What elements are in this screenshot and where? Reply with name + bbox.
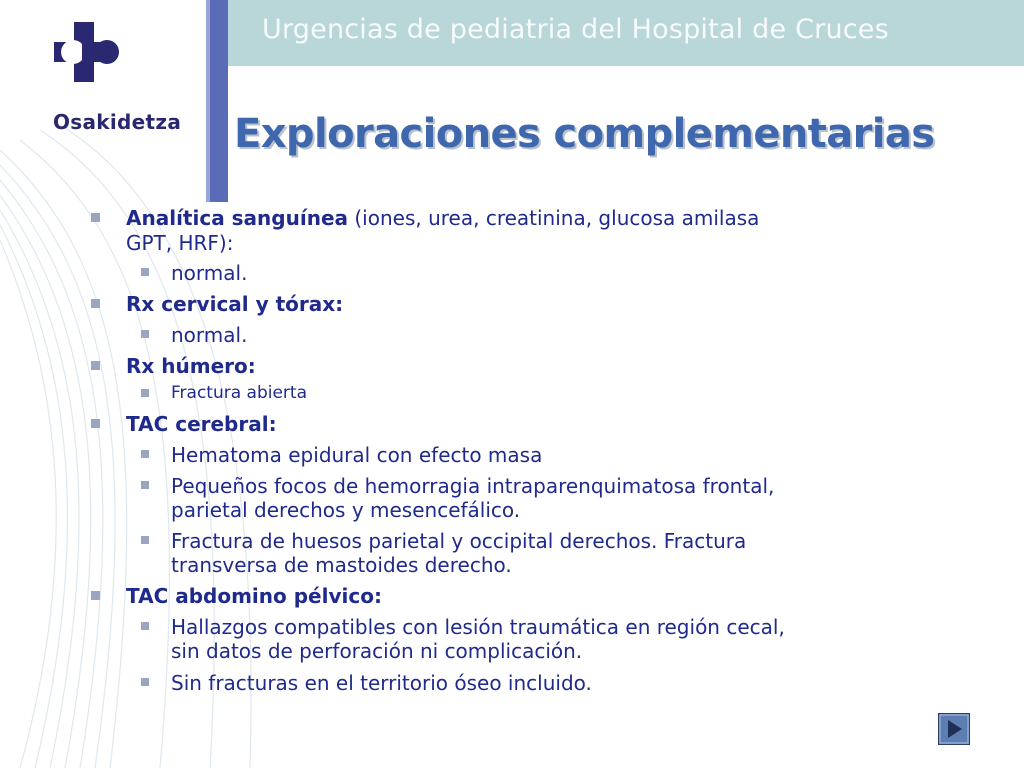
sub-bullet-item: normal. — [171, 323, 248, 347]
sub-bullet-marker — [141, 268, 149, 276]
sub-bullet-item: Pequeños focos de hemorragia intraparenquimatosa frontal, — [171, 474, 775, 498]
sub-bullet-marker — [141, 536, 149, 544]
bullet-item-continuation: GPT, HRF): — [126, 231, 234, 255]
sub-bullet-item: normal. — [171, 261, 248, 285]
sub-bullet-item: Fractura de huesos parietal y occipital derechos. Fractura — [171, 529, 747, 553]
bullet-heading: Rx cervical y tórax: — [126, 292, 344, 316]
sub-bullet-marker — [141, 450, 149, 458]
bullet-heading: TAC cerebral: — [126, 412, 277, 436]
bullet-item — [126, 206, 759, 230]
logo-wordmark: Osakidetza — [53, 110, 182, 134]
sub-bullet-item: Hallazgos compatibles con lesión traumática en región cecal, — [171, 615, 785, 639]
bullet-marker — [91, 299, 100, 308]
bullet-marker — [91, 591, 100, 600]
sub-bullet-item-continuation: parietal derechos y mesencefálico. — [171, 498, 521, 522]
sub-bullet-marker — [141, 481, 149, 489]
bullet-marker — [91, 419, 100, 428]
bullet-marker — [91, 213, 100, 222]
bullet-heading: TAC abdomino pélvico: — [126, 584, 382, 608]
sub-bullet-marker — [141, 622, 149, 630]
bullet-heading: Rx húmero: — [126, 354, 256, 378]
sub-bullet-item-continuation: sin datos de perforación ni complicación. — [171, 639, 583, 663]
header-title: Urgencias de pediatria del Hospital de Cruces — [262, 14, 889, 45]
sub-bullet-item: Hematoma epidural con efecto masa — [171, 443, 543, 467]
bullet-text: (iones, urea, creatinina, glucosa amilasa — [348, 206, 760, 230]
sub-bullet-marker — [141, 389, 149, 397]
bullet-heading: Analítica sanguínea — [126, 206, 349, 230]
next-slide-button[interactable] — [938, 713, 970, 745]
slide-title: Exploraciones complementarias — [234, 111, 935, 157]
sub-bullet-marker — [141, 678, 149, 686]
play-next-icon — [939, 714, 969, 744]
sub-bullet-item-continuation: transversa de mastoides derecho. — [171, 553, 512, 577]
sub-bullet-item: Sin fracturas en el territorio óseo incluido. — [171, 671, 592, 695]
sub-bullet-marker — [141, 330, 149, 338]
sub-bullet-item: Fractura abierta — [171, 383, 308, 403]
bullet-marker — [91, 361, 100, 370]
